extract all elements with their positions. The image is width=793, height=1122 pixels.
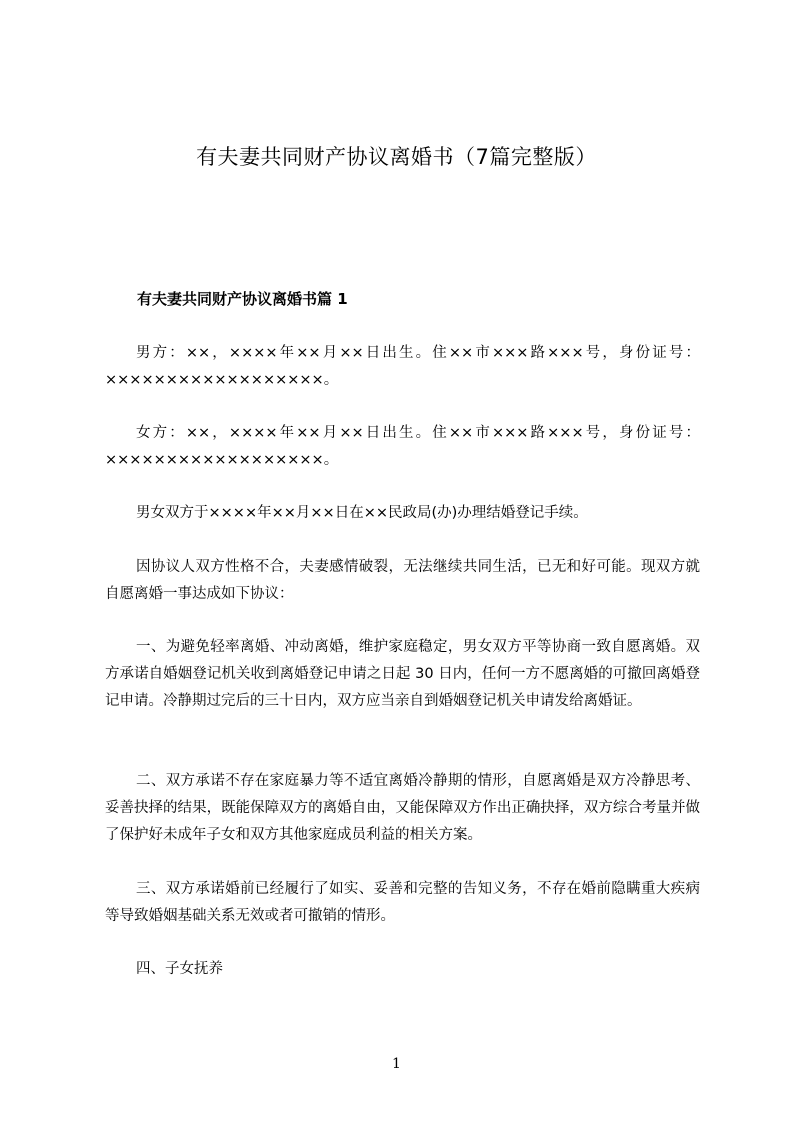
paragraph-clause-four-heading: 四、子女抚养 xyxy=(136,961,223,977)
paragraph-divorce-reason: 因协议人双方性格不合，夫妻感情破裂，无法继续共同生活，已无和好可能。现双方就自愿离婚一事达成如下协议： xyxy=(105,559,700,602)
paragraph-clause-one: 一、为避免轻率离婚、冲动离婚，维护家庭稳定，男女双方平等协商一致自愿离婚。双方承诺自婚姻登记机关收到离婚登记申请之日起 30 日内，任何一方不愿离婚的可撤回离婚登记申请。冷静期过完后的三十日内，双方应当亲自到婚姻登记机关申请发给离婚证。 xyxy=(105,639,700,709)
paragraph-clause-two: 二、双方承诺不存在家庭暴力等不适宜离婚冷静期的情形，自愿离婚是双方冷静思考、妥善抉择的结果，既能保障双方的离婚自由，又能保障双方作出正确抉择，双方综合考量并做了保护好未成年子女和双方其他家庭成员利益的相关方案。 xyxy=(105,773,700,843)
paragraph-clause-three: 三、双方承诺婚前已经履行了如实、妥善和完整的告知义务，不存在婚前隐瞒重大疾病等导致婚姻基础关系无效或者可撤销的情形。 xyxy=(105,881,700,924)
paragraph-husband-info: 男方：××，××××年××月××日出生。住××市×××路×××号，身份证号：××××××××××××××××××。 xyxy=(105,345,700,388)
page-number: 1 xyxy=(392,1056,401,1072)
document-title: 有夫妻共同财产协议离婚书（7篇完整版） xyxy=(196,145,597,169)
paragraph-wife-info: 女方：××，××××年××月××日出生。住××市×××路×××号，身份证号：××××××××××××××××××。 xyxy=(105,425,700,468)
section-heading: 有夫妻共同财产协议离婚书篇 1 xyxy=(137,290,348,308)
paragraph-marriage-registration: 男女双方于××××年××月××日在××民政局(办)办理结婚登记手续。 xyxy=(136,505,588,521)
